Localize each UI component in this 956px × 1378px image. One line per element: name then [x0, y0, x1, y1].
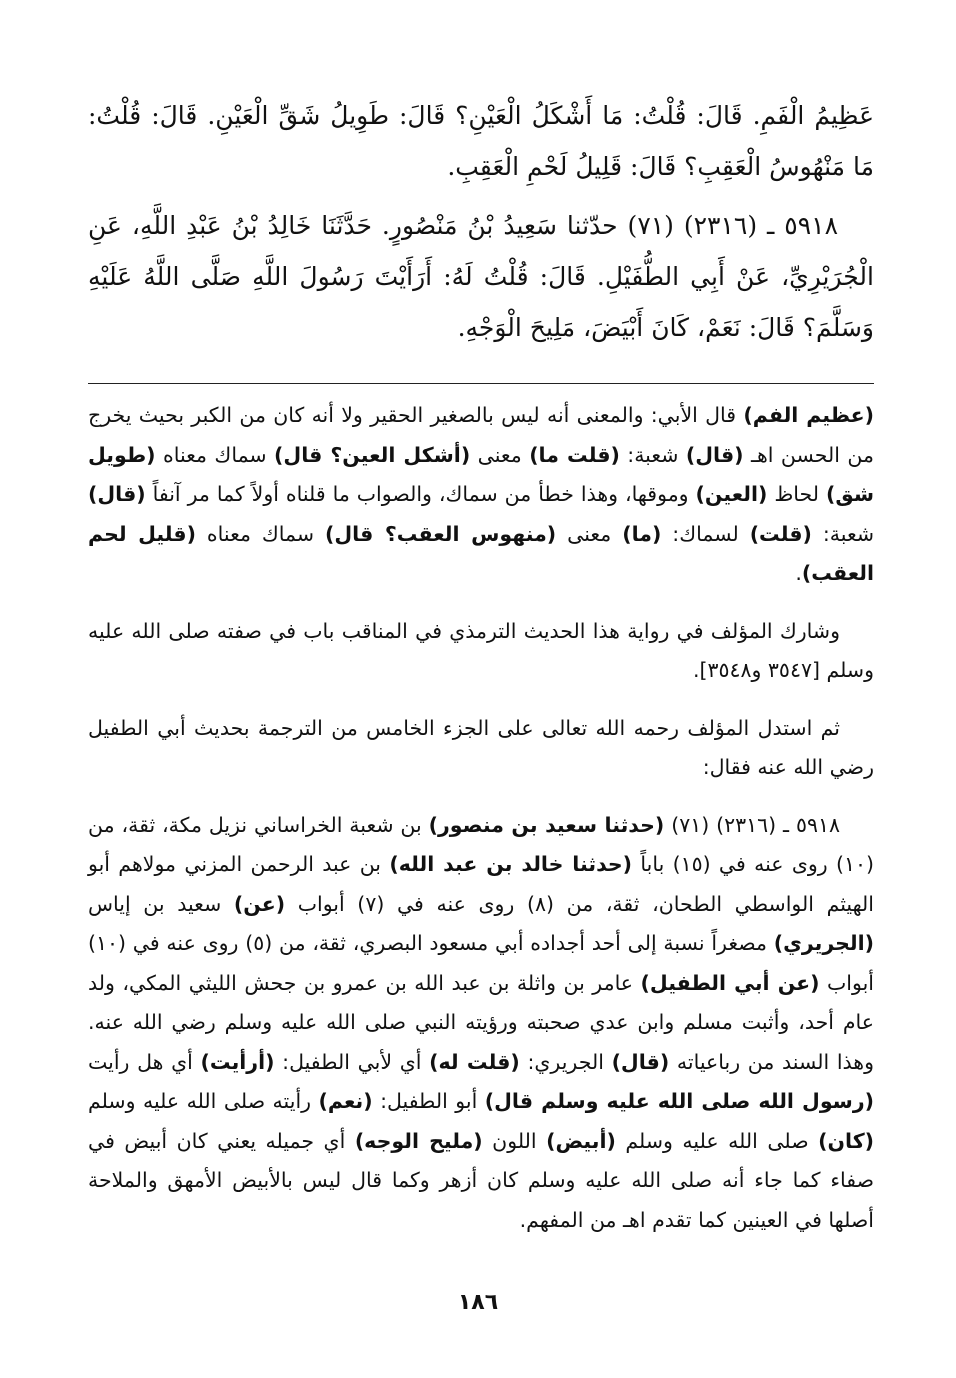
commentary-paragraph: ثم استدل المؤلف رحمه الله تعالى على الجزء الخامس من الترجمة بحديث أبي الطفيل رضي الله عنه فقال:: [88, 715, 874, 779]
text-run: وموقها، وهذا خطأ من سماك، والصواب ما قلناه أولاً كما مر آنفاً: [145, 482, 696, 506]
text-run: أي هل رأيت: [88, 1049, 201, 1074]
text-run: شعبة:: [811, 521, 875, 546]
page-number: ١٨٦: [457, 1290, 499, 1315]
bold-term: (قلت ما): [529, 442, 620, 467]
text-run: سماك معناه: [195, 521, 326, 546]
text-run: شعبة:: [619, 442, 686, 467]
bold-term: (أبيض): [546, 1128, 616, 1153]
bold-term: (كان): [818, 1128, 874, 1153]
bold-term: (العين): [695, 482, 768, 506]
bold-term: (حدثنا خالد بن عبد الله): [389, 852, 633, 876]
bold-term: (قليل لحم العقب): [88, 521, 874, 585]
text-run: ٥٩١٨ ـ (٢٣١٦) (٧١): [664, 812, 840, 837]
bold-term: (ما): [622, 521, 662, 546]
text-run: مصغراً نسبة إلى أحد أجداده أبي مسعود البصري، ثقة، من (٥) روى عنه في (١٠) أبواب: [88, 931, 874, 995]
text-run: اللون: [482, 1128, 547, 1153]
bold-term: (عن): [233, 891, 286, 916]
footnote-divider: [88, 383, 874, 384]
bold-term: (طويل شق): [88, 442, 874, 506]
text-run: معنى: [470, 442, 530, 467]
bold-term: (أرأيت): [200, 1049, 275, 1074]
bold-term: (قال): [88, 482, 146, 506]
page-body: [88, 90, 874, 1258]
text-run: سماك معناه: [155, 442, 275, 467]
bold-term: (عظيم الفم): [743, 403, 874, 427]
text-run: أبو الطفيل:: [372, 1089, 485, 1113]
hadith-paragraph: عَظِيمُ الْفَمِ. قَالَ: قُلْتُ: مَا أَشْكَلُ الْعَيْنِ؟ قَالَ: طَوِيلُ شَقِّ الْعَيْنِ. قَالَ: قُلْتُ: مَا مَنْهُوسُ الْعَقِبِ؟ قَالَ: قَلِيلُ لَحْمِ الْعَقِبِ.: [88, 101, 874, 181]
bold-term: (حدثنا سعيد بن منصور): [428, 812, 665, 837]
text-run: بن عبد الرحمن المزني مولاهم أبو الهيثم الواسطي الطحان، ثقة، من (٨) روى عنه في (٧) أبواب: [88, 852, 874, 916]
text-run: بن شعبة الخراساني نزيل مكة، ثقة، من (١٠) روى عنه في (١٥) باباً: [88, 812, 875, 876]
bold-term: (قلت): [749, 521, 812, 546]
text-run: سعيد بن إياس: [88, 891, 234, 916]
bold-term: (مليح الوجه): [354, 1128, 483, 1153]
bold-term: (نعم): [318, 1089, 373, 1113]
bold-term: (رسول الله صلى الله عليه وسلم قال): [484, 1089, 874, 1113]
commentary: [88, 396, 874, 1240]
bold-term: (قال): [611, 1049, 670, 1074]
hadith-text: [88, 90, 874, 353]
text-run: لسماك:: [661, 521, 750, 546]
bold-term: (الجريري): [773, 931, 874, 955]
commentary-paragraph: [88, 806, 874, 1241]
bold-term: (قلت له): [429, 1049, 520, 1074]
commentary-paragraph: وشارك المؤلف في رواية هذا الحديث الترمذي في المناقب باب في صفته صلى الله عليه وسلم [٣٥٤٧ و٣٥٤٨].: [88, 618, 874, 682]
bold-term: (قال): [685, 442, 744, 467]
hadith-paragraph: ٥٩١٨ ـ (٢٣١٦) (٧١) حدّثنا سَعِيدُ بْنُ مَنْصُورٍ. حَدَّثَنَا خَالِدُ بْنُ عَبْدِ اللَّهِ، عَنِ الْجُرَيْرِيِّ، عَنْ أَبِي الطُّفَيْلِ. قَالَ: قُلْتُ لَهُ: أَرَأَيْتَ رَسُولَ اللَّهِ صَلَّى اللَّهُ عَلَيْهِ وَسَلَّمَ؟ قَالَ: نَعَمْ، كَانَ أَبْيَضَ، مَلِيحَ الْوَجْهِ.: [88, 211, 874, 342]
bold-term: (أشكل العين؟ قال): [274, 442, 471, 467]
bold-term: (عن أبي الطفيل): [640, 970, 820, 995]
text-run: أي لأبي الطفيل:: [274, 1049, 430, 1074]
text-run: قال الأبي: والمعنى أنه ليس بالصغير الحقير ولا أنه كان من الكبر بحيث يخرج من الحسن اهـ: [88, 403, 874, 467]
text-run: .: [795, 561, 802, 585]
text-run: معنى: [556, 521, 623, 546]
text-run: أي جميله يعني كان أبيض في صفاء كما جاء أنه صلى الله عليه وسلم كان أزهر وكما قال ليس بالأبيض الأمهق والملاحة أصلها في العينين كما تقدم اهـ من المفهم.: [88, 1128, 874, 1232]
commentary-paragraph: [88, 396, 874, 594]
text-run: رأيته صلى الله عليه وسلم: [88, 1089, 319, 1113]
text-run: صلى الله عليه وسلم: [615, 1128, 819, 1153]
text-run: الجريري:: [519, 1049, 612, 1074]
bold-term: (منهوس العقب؟ قال): [325, 521, 557, 546]
text-run: لحاظ: [767, 482, 826, 506]
text-run: عامر بن واثلة بن عبد الله بن عمرو بن جحش الليثي المكي، ولد عام أحد، وأثبت مسلم وابن عدي صحبته ورؤيته النبي صلى الله عليه وسلم رضي الله عنه. وهذا السند من رباعياته: [88, 970, 874, 1074]
